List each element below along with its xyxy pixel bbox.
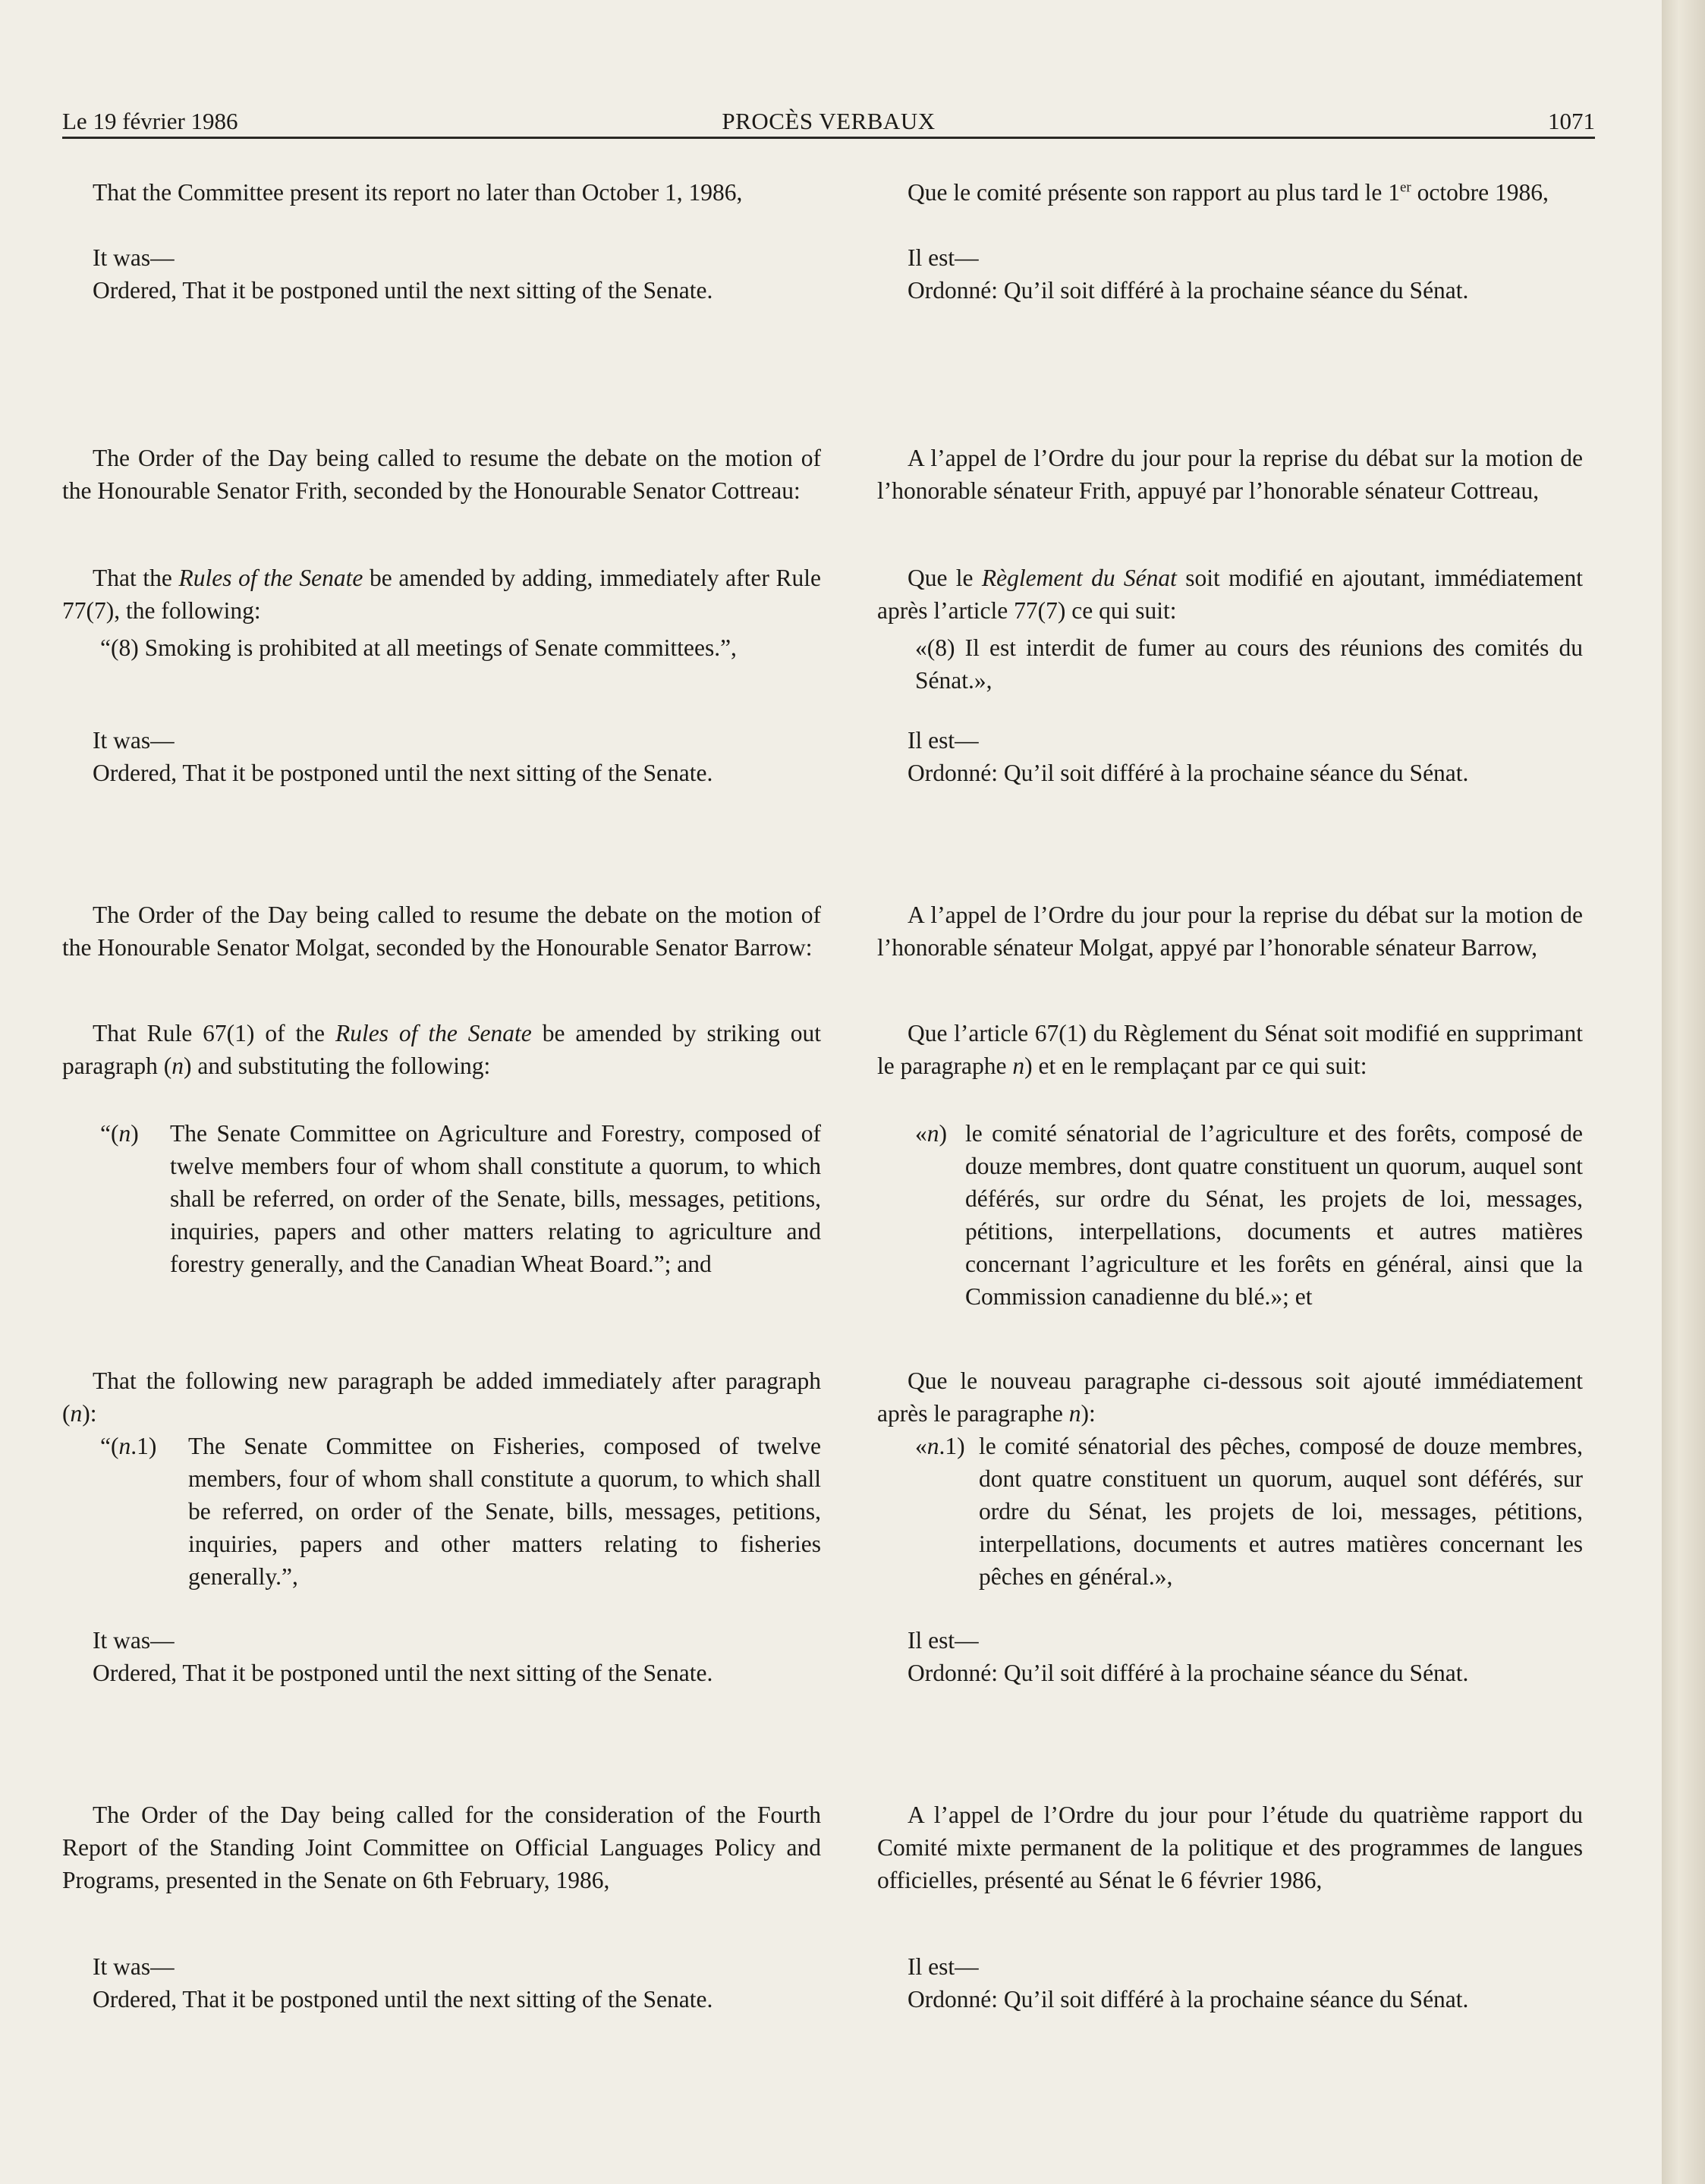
fr-paragraph-n1: «n.1) le comité sénatorial des pêches, composé de douze membres, dont quatre constituent un quorum, auquel sont déférés, sur ordre du Sénat, les projets de loi, messages, pétitions, interpellations, documents et autres matières concernant les pêches en général.», xyxy=(877,1430,1583,1593)
fr-postponed-2: Il est— Ordonné: Qu’il soit différé à la prochaine séance du Sénat. xyxy=(908,727,1469,786)
header-title: PROCÈS VERBAUX xyxy=(722,108,936,134)
en-report-deadline: That the Committee present its report no later than October 1, 1986, xyxy=(93,179,743,206)
fr-paragraph-n-label: «n) xyxy=(915,1120,947,1147)
en-paragraph-n1-label: “(n.1) xyxy=(100,1433,157,1459)
en-paragraph-n-label: “(n) xyxy=(100,1120,139,1147)
en-paragraph-n: “(n) The Senate Committee on Agriculture and Forestry, composed of twelve members four of whom shall constitute a quorum, to which shall be referred, on order of the Senate, bills, messages, petitions, inquiries, papers and other matters relating to agriculture and forestry generally, and the Canadian Wheat Board.”; and xyxy=(62,1117,821,1280)
en-postponed-1: It was— Ordered, That it be postponed until the next sitting of the Senate. xyxy=(93,244,713,304)
running-header xyxy=(62,105,1595,138)
en-postponed-2: It was— Ordered, That it be postponed until the next sitting of the Senate. xyxy=(93,727,713,786)
fr-paragraph-n: «n) le comité sénatorial de l’agriculture et des forêts, composé de douze membres, dont quatre constituent un quorum, auquel sont déférés, sur ordre du Sénat, les projets de loi, messages, pétitions, interpellations, documents et autres matières concernant l’agriculture et les forêts en général, ainsi que la Commission canadienne du blé.»; et xyxy=(877,1117,1583,1313)
fr-postponed-4: Il est— Ordonné: Qu’il soit différé à la prochaine séance du Sénat. xyxy=(908,1953,1469,2012)
fr-rule-67: Que l’article 67(1) du Règlement du Sénat soit modifié en supprimant le paragraphe n) et en le remplaçant par ce qui suit: xyxy=(877,1020,1583,1079)
fr-order-fourth-report: A l’appel de l’Ordre du jour pour l’étude du quatrième rapport du Comité mixte permanent de la politique et des programmes de langues officielles, présenté au Sénat le 6 février 1986, xyxy=(877,1802,1583,1893)
en-smoking-rule: “(8) Smoking is prohibited at all meetings of Senate committees.”, xyxy=(100,634,737,661)
en-postponed-4: It was— Ordered, That it be postponed until the next sitting of the Senate. xyxy=(93,1953,713,2012)
fr-smoking-rule: «(8) Il est interdit de fumer au cours des réunions des comités du Sénat.», xyxy=(915,634,1583,694)
fr-paragraph-n1-label: «n.1) xyxy=(915,1433,965,1459)
en-postponed-3: It was— Ordered, That it be postponed until the next sitting of the Senate. xyxy=(93,1627,713,1686)
en-order-frith: The Order of the Day being called to resume the debate on the motion of the Honourable Senator Frith, seconded by the Honourable Senator Cottreau: xyxy=(62,445,821,504)
header-date: Le 19 février 1986 xyxy=(62,108,238,134)
en-order-molgat: The Order of the Day being called to resume the debate on the motion of the Honourable Senator Molgat, seconded by the Honourable Senator Barrow: xyxy=(62,902,821,961)
fr-postponed-3: Il est— Ordonné: Qu’il soit différé à la prochaine séance du Sénat. xyxy=(908,1627,1469,1686)
en-paragraph-n1: “(n.1) The Senate Committee on Fisheries, composed of twelve members, four of whom shall constitute a quorum, to which shall be referred, on order of the Senate, bills, messages, petitions, inquiries, papers and other matters relating to fisheries generally.”, xyxy=(62,1430,821,1593)
en-rules-amendment: That the Rules of the Senate be amended by adding, immediately after Rule 77(7), the following: xyxy=(62,565,821,624)
fr-order-frith: A l’appel de l’Ordre du jour pour la reprise du débat sur la motion de l’honorable sénateur Frith, appuyé par l’honorable sénateur Cottreau, xyxy=(877,445,1583,504)
en-order-fourth-report: The Order of the Day being called for the consideration of the Fourth Report of the Standing Joint Committee on Official Languages Policy and Programs, presented in the Senate on 6th February, 1986, xyxy=(62,1802,821,1893)
fr-postponed-1: Il est— Ordonné: Qu’il soit différé à la prochaine séance du Sénat. xyxy=(908,244,1469,304)
fr-report-deadline: Que le comité présente son rapport au plus tard le 1er octobre 1986, xyxy=(908,179,1549,206)
fr-new-paragraph: Que le nouveau paragraphe ci-dessous soit ajouté immédiatement après le paragraphe n): xyxy=(877,1367,1583,1427)
header-rule xyxy=(62,137,1595,139)
en-rule-67: That Rule 67(1) of the Rules of the Senate be amended by striking out paragraph (n) and substituting the following: xyxy=(62,1020,822,1079)
fr-order-molgat: A l’appel de l’Ordre du jour pour la reprise du débat sur la motion de l’honorable sénateur Molgat, appyé par l’honorable sénateur Barrow, xyxy=(877,902,1583,961)
page-edge xyxy=(1662,0,1705,2184)
page-number: 1071 xyxy=(1548,108,1595,134)
en-new-paragraph: That the following new paragraph be added immediately after paragraph (n): xyxy=(62,1367,821,1427)
fr-rules-amendment: Que le Règlement du Sénat soit modifié en ajoutant, immédiatement après l’article 77(7) ce qui suit: xyxy=(877,565,1584,624)
